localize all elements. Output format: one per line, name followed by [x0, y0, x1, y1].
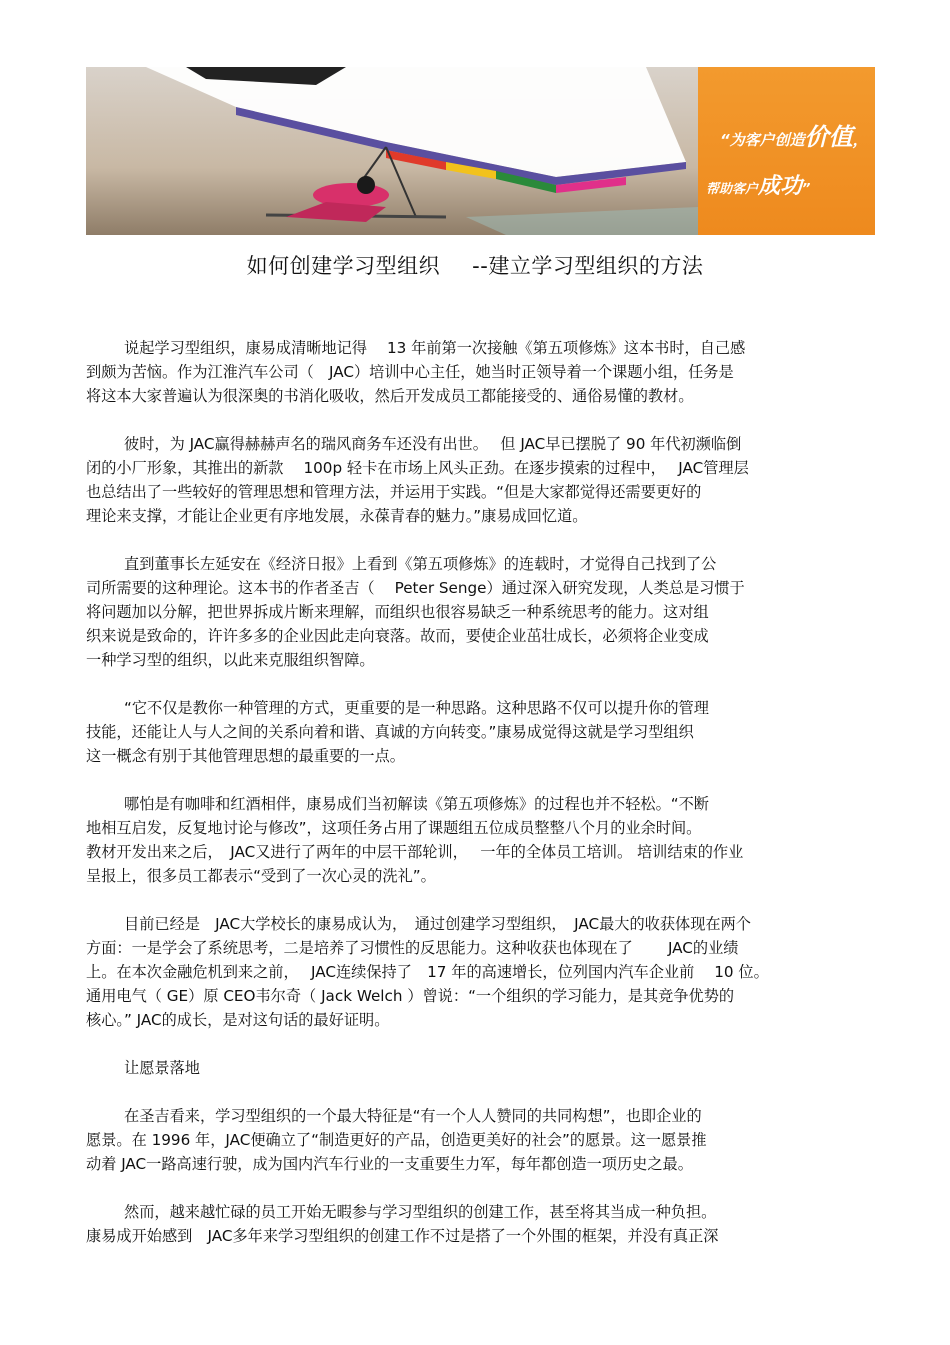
text-line: 到颇为苦恼。作为江淮汽车公司（ JAC）培训中心主任，她当时正领导着一个课题小组，任务是 — [86, 363, 734, 381]
text-line: 将问题加以分解，把世界拆成片断来理解，而组织也很容易缺乏一种系统思考的能力。这对组 — [86, 603, 709, 621]
text-line: 呈报上，很多员工都表示“受到了一次心灵的洗礼”。 — [86, 867, 436, 885]
text-line: 通用电气（ GE）原 CEO韦尔奇（ Jack Welch ）曾说：“一个组织的学习能力，是其竞争优势的 — [86, 987, 735, 1005]
text-line: 让愿景落地 — [124, 1059, 200, 1077]
text-line: 说起学习型组织，康易成清晰地记得 13 年前第一次接触《第五项修炼》这本书时，自己感 — [124, 339, 746, 357]
text-line: 一种学习型的组织，以此来克服组织智障。 — [86, 651, 375, 669]
text-line: 然而，越来越忙碌的员工开始无暇参与学习型组织的创建工作，甚至将其当成一种负担。 — [124, 1203, 717, 1221]
text-line: 也总结出了一些较好的管理思想和管理方法，并运用于实践。“但是大家都觉得还需要更好的 — [86, 483, 702, 501]
text-line: 司所需要的这种理论。这本书的作者圣吉（ Peter Senge）通过深入研究发现，人类总是习惯于 — [86, 579, 745, 597]
text-line: 方面：一是学会了系统思考，二是培养了习惯性的反思能力。这种收获也体现在了 JAC的业绩 — [86, 939, 739, 957]
text-line: 康易成开始感到 JAC多年来学习型组织的创建工作不过是搭了一个外围的框架，并没有真正深 — [86, 1227, 719, 1245]
text-line: 技能，还能让人与人之间的关系向着和谐、真诚的方向转变。”康易成觉得这就是学习型组织 — [86, 723, 694, 741]
text-line: 愿景。在 1996 年，JAC便确立了“制造更好的产品，创造更美好的社会”的愿景。这一愿景推 — [86, 1131, 707, 1149]
text-line: 彼时，为 JAC赢得赫赫声名的瑞风商务车还没有出世。 但 JAC早已摆脱了 90 年代初濒临倒 — [124, 435, 742, 453]
text-line: 教材开发出来之后， JAC又进行了两年的中层干部轮训， 一年的全体员工培训。 培训结束的作业 — [86, 843, 744, 861]
paragraph-gap — [86, 1176, 876, 1200]
text-line: 目前已经是 JAC大学校长的康易成认为， 通过创建学习型组织， JAC最大的收获体现在两个 — [124, 915, 751, 933]
text-line: 理论来支撑，才能让企业更有序地发展，永葆青春的魅力。”康易成回忆道。 — [86, 507, 588, 525]
text-line: 将这本大家普遍认为很深奥的书消化吸收，然后开发成员工都能接受的、通俗易懂的教材。 — [86, 387, 694, 405]
paragraph-gap — [86, 408, 876, 432]
paragraph-gap — [86, 888, 876, 912]
paragraph-gap — [86, 768, 876, 792]
text-line: 哪怕是有咖啡和红酒相伴，康易成们当初解读《第五项修炼》的过程也并不轻松。“不断 — [124, 795, 709, 813]
text-line: “它不仅是教你一种管理的方式，更重要的是一种思路。这种思路不仅可以提升你的管理 — [124, 699, 709, 717]
text-line: 这一概念有别于其他管理思想的最重要的一点。 — [86, 747, 405, 765]
paragraph-gap — [86, 1080, 876, 1104]
text-line: 动着 JAC一路高速行驶，成为国内汽车行业的一支重要生力军，每年都创造一项历史之最。 — [86, 1155, 693, 1173]
text-line: 直到董事长左延安在《经济日报》上看到《第五项修炼》的连载时，才觉得自己找到了公 — [124, 555, 717, 573]
text-line: 上。在本次金融危机到来之前， JAC连续保持了 17 年的高速增长，位列国内汽车企业前 10 位。 — [86, 963, 769, 981]
header-banner — [86, 67, 875, 235]
hang-glider-illustration — [86, 67, 698, 235]
slogan-line-2: 帮助客户成功” — [706, 174, 811, 199]
article-body — [86, 336, 876, 1248]
slogan-panel — [698, 67, 875, 235]
paragraph-gap — [86, 528, 876, 552]
title-main: 如何创建学习型组织 — [246, 254, 441, 278]
text-line: 织来说是致命的，许许多多的企业因此走向衰落。故而，要使企业茁壮成长，必须将企业变成 — [86, 627, 709, 645]
document-title — [0, 250, 950, 280]
text-line: 地相互启发，反复地讨论与修改”，这项任务占用了课题组五位成员整整八个月的业余时间。 — [86, 819, 702, 837]
paragraph-gap — [86, 672, 876, 696]
hang-glider-photo — [86, 67, 698, 235]
title-subtitle: --建立学习型组织的方法 — [472, 254, 704, 278]
text-line: 闭的小厂形象，其推出的新款 100p 轻卡在市场上风头正劲。在逐步摸索的过程中， JAC管理层 — [86, 459, 749, 477]
text-line: 在圣吉看来，学习型组织的一个最大特征是“有一个人人赞同的共同构想”，也即企业的 — [124, 1107, 702, 1125]
text-line: 核心。” JAC的成长，是对这句话的最好证明。 — [86, 1011, 390, 1029]
slogan-line-1: “为客户创造价值， — [720, 123, 868, 151]
paragraph-gap — [86, 1032, 876, 1056]
